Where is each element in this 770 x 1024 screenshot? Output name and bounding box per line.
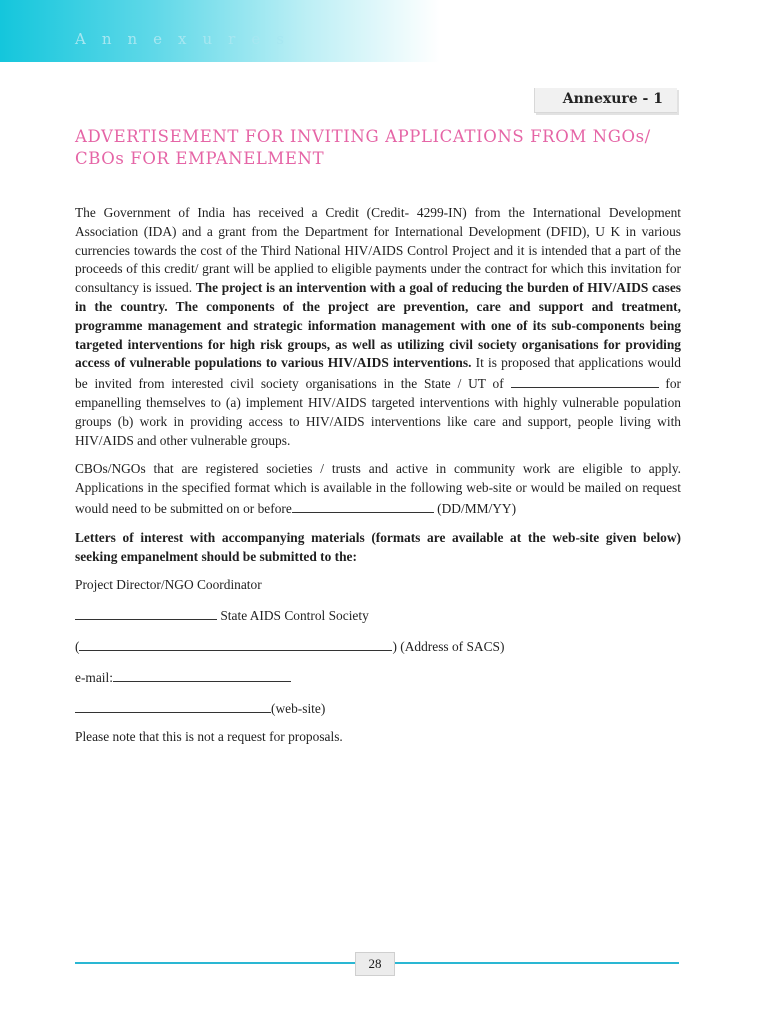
date-format: (DD/MM/YY) (437, 500, 517, 516)
address-line-coordinator: Project Director/NGO Coordinator (75, 577, 262, 593)
empanelment-text: for empanelling themselves to (a) implement HIV/AIDS targeted interventions with highly vulnerable population groups (b) work in providing access to HIV/AIDS interventions like care and support, people living with HIV/AIDS and other vulnerable groups. (75, 376, 681, 448)
invitation-text: It is proposed that applications would be invited from interested civil society organisations in the State / UT of (75, 355, 681, 392)
page-number: 28 (355, 952, 395, 976)
document-body (75, 204, 681, 747)
website-blank-line (75, 698, 271, 713)
address-blank-line (79, 636, 392, 651)
address-line-address (75, 636, 681, 657)
paragraph-eligibility (75, 460, 681, 518)
state-blank-line (511, 373, 659, 388)
website-label: (web-site) (271, 700, 326, 716)
intro-text: The Government of India has received a Credit (Credit- 4299-IN) from the International Development Association (IDA) and a grant from the Department for International Development (DFID), U K in various currencies towards the cost of the Third National HIV/AIDS Control Project and it is intended that a part of the proceeds of this credit/ grant will be applied to eligible payments under the contract for which this invitation for consultancy is issued. (75, 205, 681, 296)
eligibility-text: CBOs/NGOs that are registered societies / trusts and active in community work are eligible to apply. Applications in the specified format which is available in the following web-site or would be mailed on request would need to be submitted on or before (75, 461, 681, 516)
project-description-bold: The project is an intervention with a goal of reducing the burden of HIV/AIDS cases in the country. The components of the project are prevention, care and support and treatment, programme management and strategic information management with one of its sub-components being targeted interventions for high risk groups, as well as utilizing civil society organisations for providing access of vulnerable populations to various HIV/AIDS interventions. (75, 280, 681, 371)
annexure-tag (534, 88, 677, 113)
paragraph-intro (75, 204, 681, 450)
paragraph-submission: Letters of interest with accompanying materials (formats are available at the web-site given below) seeking empanelment should be submitted to the: (75, 529, 681, 564)
address-line-website (75, 698, 681, 719)
email-blank-line (113, 667, 291, 682)
address-line-sacs (75, 605, 681, 626)
sacs-blank-line (75, 605, 217, 620)
section-title: Annexures (75, 30, 300, 48)
date-blank-line (292, 498, 434, 513)
document-heading: ADVERTISEMENT FOR INVITING APPLICATIONS FROM NGOs/ CBOs FOR EMPANELMENT (75, 127, 651, 168)
address-label: ) (Address of SACS) (392, 638, 505, 654)
email-label: e-mail: (75, 669, 113, 685)
annexure-label: Annexure - 1 (562, 91, 663, 107)
closing-note: Please note that this is not a request for proposals. (75, 729, 343, 745)
sacs-label: State AIDS Control Society (220, 608, 369, 624)
address-line-email (75, 667, 681, 688)
address-open-paren: ( (75, 638, 80, 654)
